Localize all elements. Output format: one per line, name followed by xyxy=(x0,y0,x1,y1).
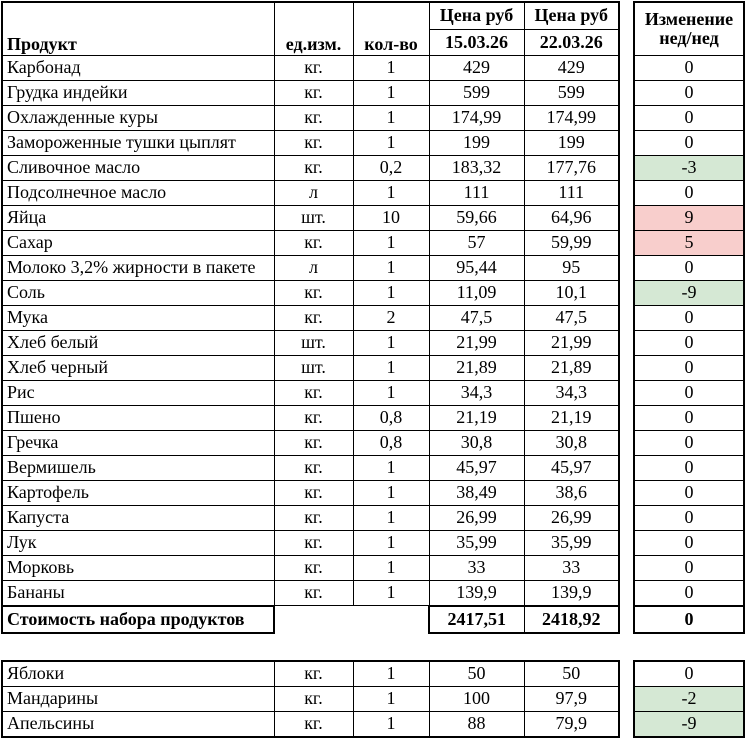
section-gap xyxy=(1,634,745,660)
price1-cell: 33 xyxy=(429,555,524,580)
qty-cell: 1 xyxy=(353,380,429,405)
column-gap xyxy=(619,505,634,530)
product-cell: Апельсины xyxy=(2,711,274,737)
product-cell: Пшено xyxy=(2,405,274,430)
table-row xyxy=(2,205,744,230)
unit-cell: кг. xyxy=(274,230,353,255)
change-cell: 0 xyxy=(634,380,744,405)
unit-cell: кг. xyxy=(274,505,353,530)
table-row xyxy=(2,711,744,737)
qty-cell: 0,8 xyxy=(353,430,429,455)
qty-cell: 1 xyxy=(353,580,429,606)
column-gap xyxy=(619,711,634,737)
price1-cell: 11,09 xyxy=(429,280,524,305)
header-change xyxy=(634,2,744,55)
table-row xyxy=(2,305,744,330)
change-cell: -9 xyxy=(634,280,744,305)
qty-cell: 1 xyxy=(353,105,429,130)
unit-cell: шт. xyxy=(274,330,353,355)
column-gap xyxy=(619,2,634,55)
price2-cell: 38,6 xyxy=(524,480,619,505)
table-row xyxy=(2,405,744,430)
unit-cell: кг. xyxy=(274,580,353,606)
column-gap xyxy=(619,686,634,711)
price1-cell: 199 xyxy=(429,130,524,155)
header-unit: ед.изм. xyxy=(274,2,353,55)
product-cell: Мандарины xyxy=(2,686,274,711)
product-cell: Яблоки xyxy=(2,661,274,687)
product-cell: Яйца xyxy=(2,205,274,230)
change-cell: 0 xyxy=(634,405,744,430)
price1-cell: 45,97 xyxy=(429,455,524,480)
change-cell: 0 xyxy=(634,330,744,355)
qty-cell: 1 xyxy=(353,255,429,280)
table-row xyxy=(2,80,744,105)
table-row xyxy=(2,280,744,305)
price1-cell: 34,3 xyxy=(429,380,524,405)
product-cell: Молоко 3,2% жирности в пакете xyxy=(2,255,274,280)
header-qty: кол-во xyxy=(353,2,429,55)
column-gap xyxy=(619,55,634,80)
unit-cell: кг. xyxy=(274,686,353,711)
column-gap xyxy=(619,80,634,105)
column-gap xyxy=(619,205,634,230)
change-cell: 0 xyxy=(634,505,744,530)
price2-cell: 59,99 xyxy=(524,230,619,255)
header-change-line2: нед/нед xyxy=(659,27,719,48)
table-row xyxy=(2,230,744,255)
price2-cell: 174,99 xyxy=(524,105,619,130)
change-cell: 9 xyxy=(634,205,744,230)
product-cell: Бананы xyxy=(2,580,274,606)
table-row xyxy=(2,330,744,355)
header-product: Продукт xyxy=(2,2,274,55)
change-cell: 0 xyxy=(634,80,744,105)
price2-cell: 79,9 xyxy=(524,711,619,737)
header-price-label-2: Цена руб xyxy=(524,2,619,29)
unit-cell: кг. xyxy=(274,105,353,130)
table-row xyxy=(2,180,744,205)
product-cell: Хлеб белый xyxy=(2,330,274,355)
product-cell: Лук xyxy=(2,530,274,555)
column-gap xyxy=(619,155,634,180)
header-price-label-1: Цена руб xyxy=(429,2,524,29)
column-gap xyxy=(619,530,634,555)
column-gap xyxy=(619,180,634,205)
table-row xyxy=(2,580,744,606)
total-row xyxy=(2,606,744,633)
price2-cell: 111 xyxy=(524,180,619,205)
table-row xyxy=(2,555,744,580)
column-gap xyxy=(619,255,634,280)
table-row xyxy=(2,686,744,711)
price2-cell: 34,3 xyxy=(524,380,619,405)
column-gap xyxy=(619,380,634,405)
price2-cell: 21,99 xyxy=(524,330,619,355)
unit-cell: кг. xyxy=(274,305,353,330)
unit-cell: кг. xyxy=(274,130,353,155)
column-gap xyxy=(619,105,634,130)
qty-cell: 0,2 xyxy=(353,155,429,180)
header-row-1 xyxy=(2,2,744,29)
total-unit-empty xyxy=(274,606,353,633)
price2-cell: 95 xyxy=(524,255,619,280)
unit-cell: л xyxy=(274,255,353,280)
change-cell: 0 xyxy=(634,530,744,555)
header-date-2: 22.03.26 xyxy=(524,29,619,55)
qty-cell: 1 xyxy=(353,711,429,737)
unit-cell: кг. xyxy=(274,530,353,555)
product-cell: Соль xyxy=(2,280,274,305)
price1-cell: 174,99 xyxy=(429,105,524,130)
product-cell: Вермишель xyxy=(2,455,274,480)
price2-cell: 33 xyxy=(524,555,619,580)
price1-cell: 47,5 xyxy=(429,305,524,330)
column-gap xyxy=(619,130,634,155)
unit-cell: кг. xyxy=(274,480,353,505)
table-row xyxy=(2,505,744,530)
column-gap xyxy=(619,355,634,380)
price2-cell: 139,9 xyxy=(524,580,619,606)
column-gap xyxy=(619,330,634,355)
table-row xyxy=(2,661,744,687)
total-qty-empty xyxy=(353,606,429,633)
product-cell: Подсолнечное масло xyxy=(2,180,274,205)
header-change-line1: Изменение xyxy=(644,8,734,29)
product-cell: Охлажденные куры xyxy=(2,105,274,130)
unit-cell: кг. xyxy=(274,555,353,580)
qty-cell: 1 xyxy=(353,230,429,255)
change-cell: 5 xyxy=(634,230,744,255)
product-cell: Мука xyxy=(2,305,274,330)
unit-cell: л xyxy=(274,180,353,205)
price1-cell: 50 xyxy=(429,661,524,687)
product-cell: Сахар xyxy=(2,230,274,255)
price1-cell: 599 xyxy=(429,80,524,105)
column-gap xyxy=(619,455,634,480)
price1-cell: 21,19 xyxy=(429,405,524,430)
total-change: 0 xyxy=(634,606,744,633)
qty-cell: 1 xyxy=(353,80,429,105)
product-cell: Сливочное масло xyxy=(2,155,274,180)
column-gap xyxy=(619,280,634,305)
price1-cell: 139,9 xyxy=(429,580,524,606)
qty-cell: 1 xyxy=(353,180,429,205)
change-cell: 0 xyxy=(634,430,744,455)
qty-cell: 1 xyxy=(353,530,429,555)
unit-cell: кг. xyxy=(274,55,353,80)
unit-cell: кг. xyxy=(274,155,353,180)
main-products-table xyxy=(1,1,745,634)
column-gap xyxy=(619,606,634,633)
qty-cell: 1 xyxy=(353,355,429,380)
qty-cell: 1 xyxy=(353,505,429,530)
qty-cell: 1 xyxy=(353,661,429,687)
table-row xyxy=(2,355,744,380)
qty-cell: 1 xyxy=(353,480,429,505)
qty-cell: 10 xyxy=(353,205,429,230)
price2-cell: 45,97 xyxy=(524,455,619,480)
price1-cell: 183,32 xyxy=(429,155,524,180)
table-row xyxy=(2,130,744,155)
unit-cell: кг. xyxy=(274,711,353,737)
change-cell: 0 xyxy=(634,455,744,480)
qty-cell: 1 xyxy=(353,455,429,480)
unit-cell: шт. xyxy=(274,355,353,380)
price2-cell: 35,99 xyxy=(524,530,619,555)
price1-cell: 429 xyxy=(429,55,524,80)
price1-cell: 88 xyxy=(429,711,524,737)
column-gap xyxy=(619,580,634,606)
price2-cell: 47,5 xyxy=(524,305,619,330)
table-row xyxy=(2,480,744,505)
table-header xyxy=(2,2,744,55)
price2-cell: 10,1 xyxy=(524,280,619,305)
column-gap xyxy=(619,480,634,505)
price1-cell: 100 xyxy=(429,686,524,711)
table-row xyxy=(2,530,744,555)
total-label: Стоимость набора продуктов xyxy=(2,606,274,633)
price2-cell: 199 xyxy=(524,130,619,155)
price2-cell: 177,76 xyxy=(524,155,619,180)
qty-cell: 1 xyxy=(353,130,429,155)
product-cell: Морковь xyxy=(2,555,274,580)
total-price1: 2417,51 xyxy=(429,606,524,633)
fruits-table xyxy=(1,660,745,738)
table-row xyxy=(2,430,744,455)
change-cell: 0 xyxy=(634,661,744,687)
price1-cell: 38,49 xyxy=(429,480,524,505)
price2-cell: 26,99 xyxy=(524,505,619,530)
unit-cell: кг. xyxy=(274,430,353,455)
column-gap xyxy=(619,305,634,330)
change-cell: 0 xyxy=(634,180,744,205)
qty-cell: 0,8 xyxy=(353,405,429,430)
change-cell: 0 xyxy=(634,580,744,606)
price1-cell: 26,99 xyxy=(429,505,524,530)
table-row xyxy=(2,55,744,80)
price2-cell: 429 xyxy=(524,55,619,80)
column-gap xyxy=(619,230,634,255)
price2-cell: 599 xyxy=(524,80,619,105)
column-gap xyxy=(619,661,634,687)
price1-cell: 21,89 xyxy=(429,355,524,380)
table-row xyxy=(2,105,744,130)
product-cell: Гречка xyxy=(2,430,274,455)
price2-cell: 21,19 xyxy=(524,405,619,430)
change-cell: 0 xyxy=(634,255,744,280)
price2-cell: 64,96 xyxy=(524,205,619,230)
product-cell: Хлеб черный xyxy=(2,355,274,380)
table-row xyxy=(2,380,744,405)
qty-cell: 1 xyxy=(353,686,429,711)
product-cell: Капуста xyxy=(2,505,274,530)
price1-cell: 95,44 xyxy=(429,255,524,280)
qty-cell: 1 xyxy=(353,555,429,580)
unit-cell: кг. xyxy=(274,280,353,305)
qty-cell: 2 xyxy=(353,305,429,330)
qty-cell: 1 xyxy=(353,330,429,355)
change-cell: 0 xyxy=(634,355,744,380)
product-cell: Замороженные тушки цыплят xyxy=(2,130,274,155)
product-cell: Грудка индейки xyxy=(2,80,274,105)
change-cell: 0 xyxy=(634,130,744,155)
total-price2: 2418,92 xyxy=(524,606,619,633)
change-cell: 0 xyxy=(634,305,744,330)
unit-cell: кг. xyxy=(274,405,353,430)
price2-cell: 97,9 xyxy=(524,686,619,711)
unit-cell: кг. xyxy=(274,380,353,405)
price2-cell: 30,8 xyxy=(524,430,619,455)
column-gap xyxy=(619,555,634,580)
price1-cell: 21,99 xyxy=(429,330,524,355)
price1-cell: 30,8 xyxy=(429,430,524,455)
unit-cell: кг. xyxy=(274,80,353,105)
unit-cell: шт. xyxy=(274,205,353,230)
change-cell: 0 xyxy=(634,55,744,80)
price1-cell: 59,66 xyxy=(429,205,524,230)
table-row xyxy=(2,455,744,480)
price1-cell: 57 xyxy=(429,230,524,255)
header-date-1: 15.03.26 xyxy=(429,29,524,55)
product-cell: Картофель xyxy=(2,480,274,505)
table-row xyxy=(2,255,744,280)
change-cell: -2 xyxy=(634,686,744,711)
qty-cell: 1 xyxy=(353,55,429,80)
change-cell: -9 xyxy=(634,711,744,737)
price2-cell: 21,89 xyxy=(524,355,619,380)
change-cell: 0 xyxy=(634,105,744,130)
price1-cell: 111 xyxy=(429,180,524,205)
column-gap xyxy=(619,430,634,455)
product-cell: Рис xyxy=(2,380,274,405)
unit-cell: кг. xyxy=(274,455,353,480)
change-cell: 0 xyxy=(634,480,744,505)
table-row xyxy=(2,155,744,180)
column-gap xyxy=(619,405,634,430)
price2-cell: 50 xyxy=(524,661,619,687)
qty-cell: 1 xyxy=(353,280,429,305)
change-cell: 0 xyxy=(634,555,744,580)
change-cell: -3 xyxy=(634,155,744,180)
unit-cell: кг. xyxy=(274,661,353,687)
price1-cell: 35,99 xyxy=(429,530,524,555)
product-cell: Карбонад xyxy=(2,55,274,80)
